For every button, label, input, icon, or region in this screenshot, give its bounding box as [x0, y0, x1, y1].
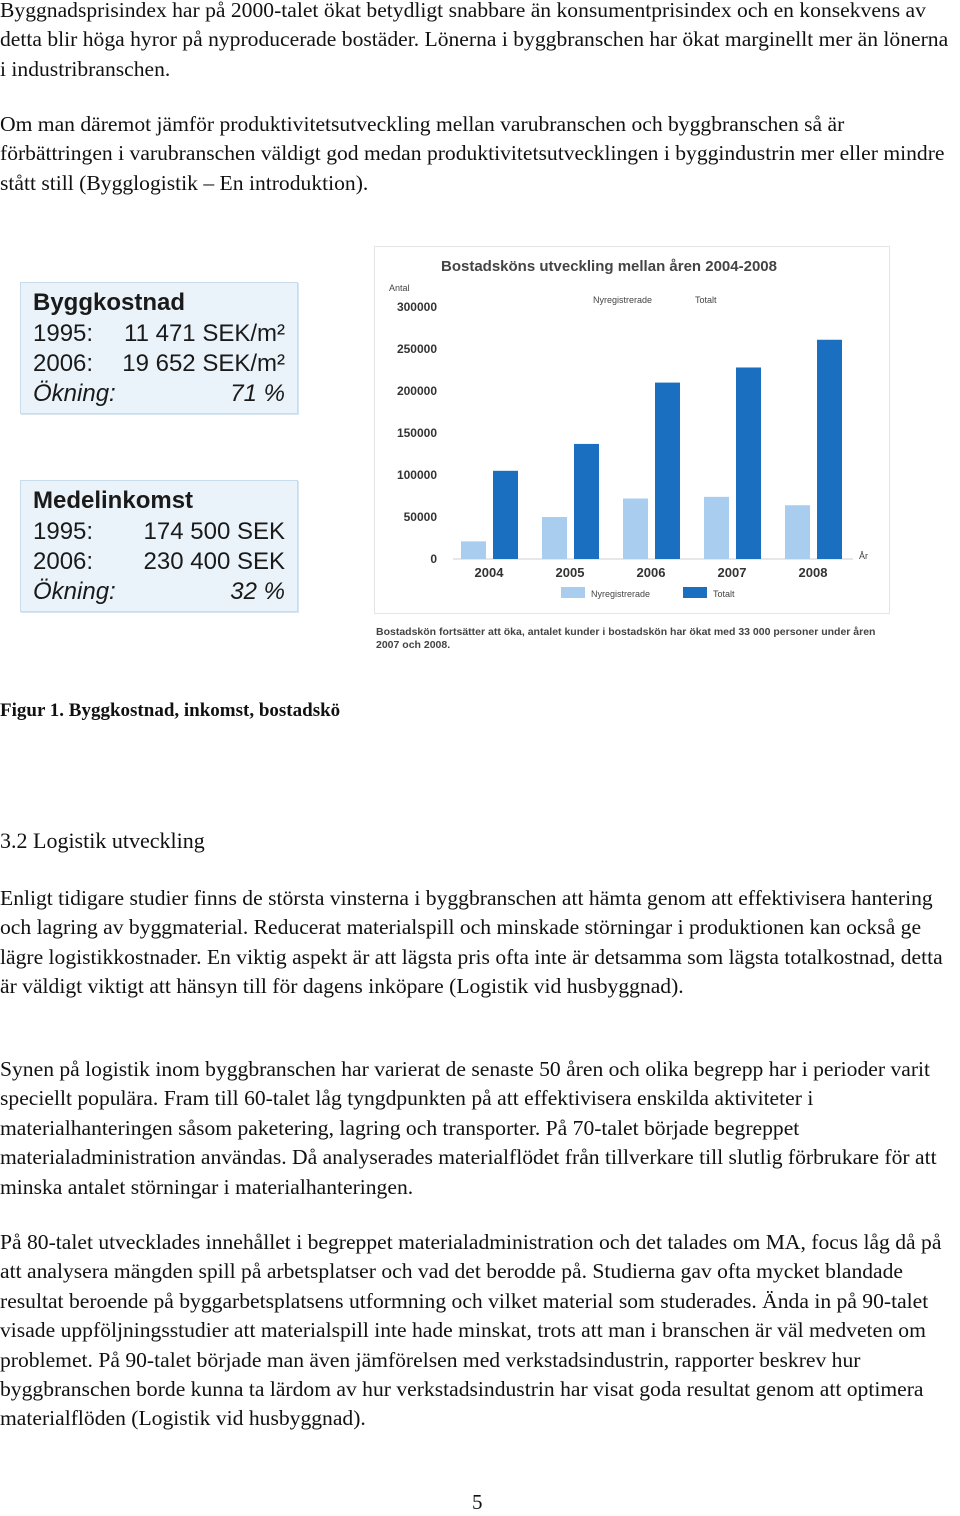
bostadsko-chart — [374, 246, 890, 614]
legend-bottom-item: Nyregistrerade — [591, 589, 651, 599]
row-label: Ökning: — [33, 380, 116, 407]
x-tick-label: 2006 — [636, 565, 666, 580]
infobox-row — [21, 517, 297, 547]
page-number: 5 — [472, 1490, 483, 1514]
legend-bottom-item: Totalt — [713, 589, 735, 599]
legend-top-item: Totalt — [695, 295, 717, 305]
row-label: 1995: — [33, 320, 94, 347]
row-value: 32 % — [230, 578, 285, 605]
paragraph-studier: Enligt tidigare studier finns de största vinsterna i byggbranschen att hämta genom att effektivisera hantering och lagring av byggmaterial. Reducerat materialspill och minskade störningar i produktionen kan också ge lägre logistikkostnader. En viktig aspekt är att lägsta pris ofta inte är detsamma som lägsta totalkostnad, detta är väldigt viktigt att hänsyn till för dagens inköpare (Logistik vid husbyggnad). — [0, 886, 943, 999]
x-tick-label: 2008 — [798, 565, 828, 580]
chart-svg — [375, 247, 889, 613]
y-tick-label: 0 — [430, 552, 437, 566]
row-value: 230 400 SEK — [143, 548, 285, 575]
paragraph-80-talet: På 80-talet utvecklades innehållet i begreppet materialadministration och det talades om MA, focus låg då på att analysera mängden spill på arbetsplatser och vad det berodde på. Studierna gav ofta mycket blandade resultat beroende på byggarbetsplatsens utformning och vilket material som studerades. Ända in på 90-talet visade uppföljningsstudier att materialspill inte hade minskat, trots att man i branschen är väl medveten om problemet. På 90-talet började man även jämförelsen med verkstadsindustrin, rapporter beskrev hur byggbranschen borde kunna ta lärdom av hur verkstadsindustrin har visat goda resultat genom att optimera materialflöden (Logistik vid husbyggnad). — [0, 1230, 942, 1431]
legend-swatch-totalt — [683, 587, 707, 598]
infobox-row — [21, 577, 297, 607]
row-label: Ökning: — [33, 578, 116, 605]
y-tick-label: 300000 — [396, 300, 437, 314]
row-value: 71 % — [230, 380, 285, 407]
y-tick-label: 250000 — [396, 342, 437, 356]
bar-nyregistrerade-2008 — [785, 505, 810, 559]
bar-totalt-2006 — [655, 383, 680, 559]
bar-nyregistrerade-2006 — [623, 499, 648, 559]
bar-totalt-2008 — [817, 340, 842, 559]
infobox-row — [21, 319, 297, 349]
infobox-byggkostnad — [20, 282, 298, 414]
row-label: 2006: — [33, 548, 94, 575]
y-axis-label: Antal — [389, 283, 410, 293]
bar-nyregistrerade-2005 — [542, 517, 567, 559]
bar-nyregistrerade-2004 — [461, 541, 486, 559]
bar-totalt-2007 — [736, 367, 761, 559]
y-tick-label: 50000 — [403, 510, 437, 524]
row-label: 2006: — [33, 350, 94, 377]
infobox-row — [21, 349, 297, 379]
legend-top-item: Nyregistrerade — [593, 295, 653, 305]
bar-totalt-2005 — [574, 444, 599, 559]
row-value: 19 652 SEK/m² — [122, 350, 285, 377]
infobox-title: Medelinkomst — [33, 487, 194, 514]
x-tick-label: 2005 — [555, 565, 585, 580]
chart-title: Bostadsköns utveckling mellan åren 2004-2008 — [441, 258, 777, 275]
paragraph-byggnadsprisindex: Byggnadsprisindex har på 2000-talet ökat betydligt snabbare än konsumentprisindex och en konsekvens av detta blir höga hyror på nyproducerade bostäder. Lönerna i byggbranschen har ökat marginellt mer än lönerna i industribranschen. — [0, 0, 949, 81]
y-tick-label: 150000 — [396, 426, 437, 440]
row-label: 1995: — [33, 518, 94, 545]
x-tick-label: 2007 — [717, 565, 747, 580]
infobox-medelinkomst — [20, 480, 298, 612]
infobox-row — [21, 379, 297, 409]
chart-caption: Bostadskön fortsätter att öka, antalet kunder i bostadskön har ökat med 33 000 personer under åren 2007 och 2008. — [376, 626, 876, 651]
paragraph-produktivitet: Om man däremot jämför produktivitetsutveckling mellan varubranschen och byggbranschen så är förbättringen i varubranschen väldigt god medan produktivitetsutvecklingen i byggindustrin mer eller mindre stått still (Bygglogistik – En introduktion). — [0, 112, 945, 195]
section-heading: 3.2 Logistik utveckling — [0, 828, 205, 853]
y-tick-label: 100000 — [396, 468, 437, 482]
x-axis-label: År — [859, 551, 868, 561]
row-value: 174 500 SEK — [143, 518, 285, 545]
figure-caption: Figur 1. Byggkostnad, inkomst, bostadskö — [0, 700, 341, 721]
infobox-row — [21, 547, 297, 577]
legend-swatch-nyregistrerade — [561, 587, 585, 598]
row-value: 11 471 SEK/m² — [124, 320, 285, 347]
y-tick-label: 200000 — [396, 384, 437, 398]
paragraph-synen: Synen på logistik inom byggbranschen har varierat de senaste 50 åren och olika begrepp har i perioder varit speciellt populära. Fram till 60-talet låg tyngdpunkten på att effektivisera enskilda aktiviteter i materialhanteringen såsom paketering, lagring och transporter. På 70-talet började begreppet materialadministration användas. Då analyserades materialflödet från tillverkare till slutlig förbrukare för att minska antalet störningar i materialhanteringen. — [0, 1057, 937, 1199]
infobox-title: Byggkostnad — [33, 289, 186, 316]
bar-nyregistrerade-2007 — [704, 497, 729, 559]
x-tick-label: 2004 — [474, 565, 504, 580]
bar-totalt-2004 — [493, 471, 518, 559]
